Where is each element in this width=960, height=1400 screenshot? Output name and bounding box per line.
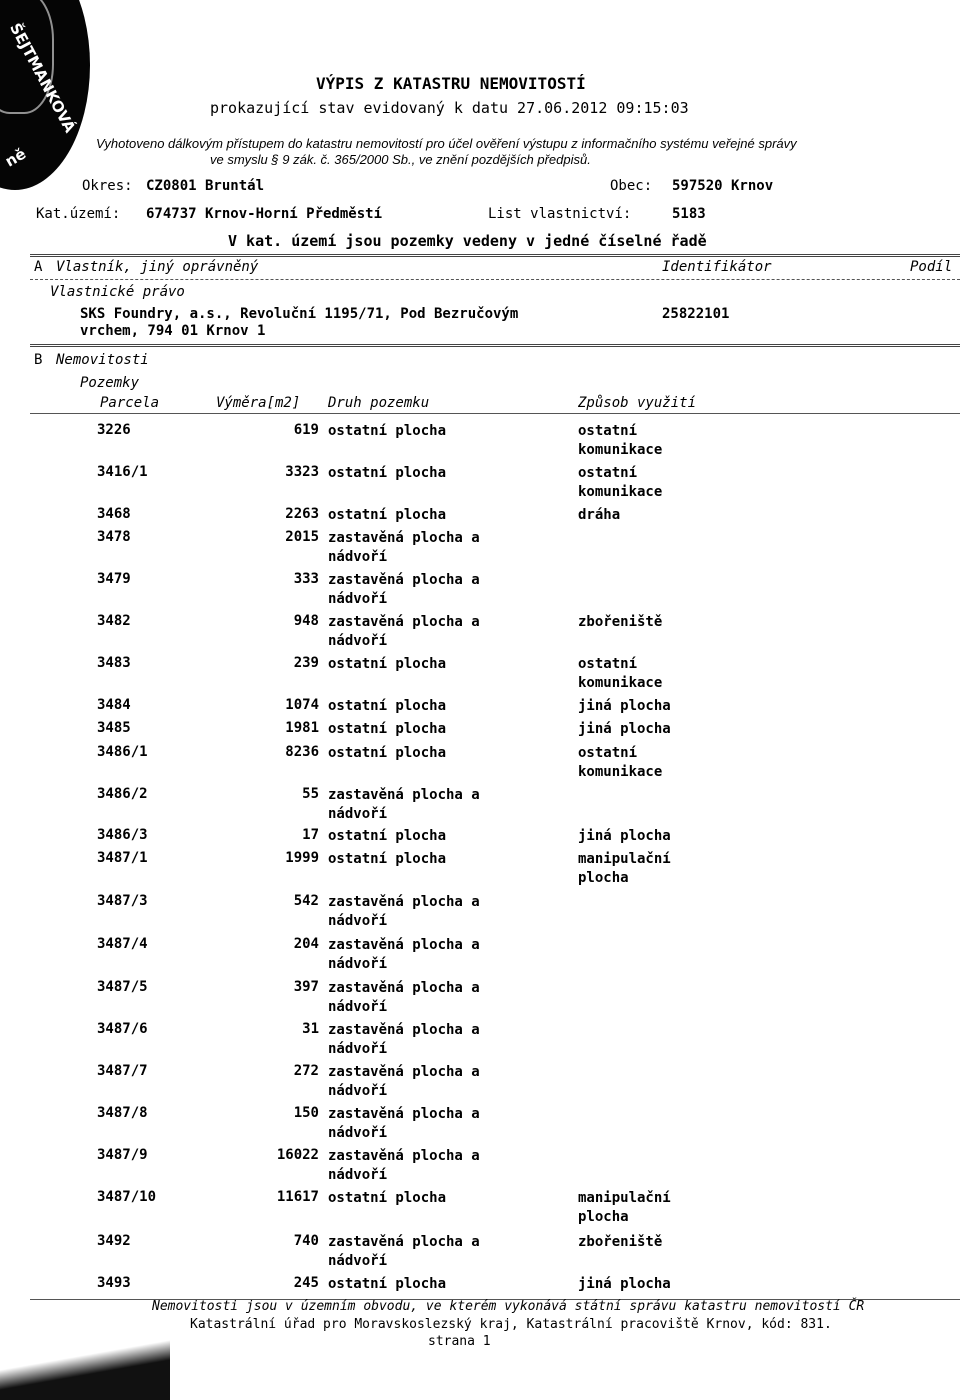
parcel-area: 1981 [285,720,319,736]
ku-label: Kat.území: [36,206,121,222]
land-type: zastavěná plocha a nádvoří [328,614,480,649]
parcel-number: 3487/1 [97,850,148,866]
obec-value: 597520 Krnov [672,178,774,194]
parcel-number: 3487/10 [97,1189,157,1205]
parcel-number: 3487/3 [97,893,148,909]
parcel-number: 3492 [97,1233,131,1249]
footer-line-1: Nemovitosti jsou v územním obvodu, ve kterém vykonává státní správu katastru nemovitostí ČR [152,1299,865,1314]
owner-id: 25822101 [662,306,730,322]
land-use: jiná plocha [578,698,671,714]
land-use: dráha [578,507,621,523]
land-type: ostatní plocha [328,423,447,439]
parcel-area: 619 [293,422,319,438]
col-zpusob-vyuziti: Způsob využití [578,395,697,411]
footer-line-2: Katastrální úřad pro Moravskoslezský kraj, Katastrální pracoviště Krnov, kód: 831. [190,1317,832,1332]
okres-value: CZ0801 Bruntál [146,178,265,194]
col-parcela: Parcela [100,395,160,411]
parcel-area: 31 [302,1021,319,1037]
land-type: zastavěná plocha a nádvoří [328,1106,480,1141]
pozemky-heading: Pozemky [80,375,140,391]
note-line-2: ve smyslu § 9 zák. č. 365/2000 Sb., ve znění pozdějších předpisů. [210,152,591,167]
land-type: zastavěná plocha a nádvoří [328,894,480,929]
parcel-area: 16022 [276,1147,319,1163]
parcel-area: 397 [293,979,319,995]
stamp-text-top: ŠEJTMANKOVÁ [6,20,80,136]
parcel-number: 3487/8 [97,1105,148,1121]
parcel-area: 150 [293,1105,319,1121]
parcel-area: 204 [293,936,319,952]
section-b-top-rule [30,344,960,347]
land-type: zastavěná plocha a nádvoří [328,1022,480,1057]
parcel-number: 3482 [97,613,131,629]
land-use: manipulační plocha [578,1190,671,1225]
col-podil: Podíl [910,259,953,275]
parcel-number: 3416/1 [97,464,148,480]
parcel-number: 3487/6 [97,1021,148,1037]
parcel-area: 272 [293,1063,319,1079]
land-use: manipulační plocha [578,851,671,886]
col-druh: Druh pozemku [328,395,430,411]
land-type: zastavěná plocha a nádvoří [328,1064,480,1099]
scan-artifact [0,1330,170,1400]
land-type: ostatní plocha [328,1190,447,1206]
parcel-number: 3486/3 [97,827,148,843]
parcel-number: 3493 [97,1275,131,1291]
land-use: jiná plocha [578,828,671,844]
land-type: ostatní plocha [328,851,447,867]
parcel-number: 3486/2 [97,786,148,802]
land-type: ostatní plocha [328,721,447,737]
parcel-area: 17 [302,827,319,843]
owner-line-2: vrchem, 794 01 Krnov 1 [80,323,266,339]
section-a-title: Vlastník, jiný oprávněný [56,259,259,275]
parcel-area: 1999 [285,850,319,866]
parcel-area: 245 [293,1275,319,1291]
land-use: zbořeniště [578,1234,663,1250]
parcel-number: 3226 [97,422,131,438]
parcel-number: 3479 [97,571,131,587]
parcel-number: 3487/9 [97,1147,148,1163]
parcel-number: 3483 [97,655,131,671]
vlastnicke-pravo-heading: Vlastnické právo [50,284,185,300]
land-type: zastavěná plocha a nádvoří [328,1234,480,1269]
land-use: ostatní komunikace [578,656,663,691]
land-type: zastavěná plocha a nádvoří [328,937,480,972]
numbering-notice: V kat. území jsou pozemky vedeny v jedné číselné řadě [228,232,707,250]
land-type: ostatní plocha [328,465,447,481]
ku-value: 674737 Krnov-Horní Předměstí [146,206,383,222]
parcel-area: 948 [293,613,319,629]
land-type: ostatní plocha [328,1276,447,1292]
parcel-number: 3484 [97,697,131,713]
parcel-area: 2263 [285,506,319,522]
land-type: ostatní plocha [328,828,447,844]
parcel-number: 3487/4 [97,936,148,952]
land-type: zastavěná plocha a nádvoří [328,1148,480,1183]
land-type: ostatní plocha [328,745,447,761]
parcel-area: 542 [293,893,319,909]
land-type: zastavěná plocha a nádvoří [328,572,480,607]
owner-line-1: SKS Foundry, a.s., Revoluční 1195/71, Pod Bezručovým [80,306,519,322]
parcel-area: 2015 [285,529,319,545]
parcel-area: 55 [302,786,319,802]
col-vymera: Výměra[m2] [216,395,301,411]
land-type: ostatní plocha [328,656,447,672]
parcel-number: 3485 [97,720,131,736]
parcel-area: 740 [293,1233,319,1249]
section-b-title: Nemovitosti [56,352,149,368]
land-use: ostatní komunikace [578,465,663,500]
parcel-area: 3323 [285,464,319,480]
parcel-number: 3478 [97,529,131,545]
parcel-number: 3468 [97,506,131,522]
okres-label: Okres: [82,178,133,194]
land-type: ostatní plocha [328,507,447,523]
lv-label: List vlastnictví: [488,206,632,222]
note-line-1: Vyhotoveno dálkovým přístupem do katastru nemovitostí pro účel ověření výstupu z informačního systému veřejné správy [96,136,797,151]
land-type: zastavěná plocha a nádvoří [328,787,480,822]
page-number: strana 1 [428,1334,491,1349]
parcel-area: 333 [293,571,319,587]
section-a-letter: A [34,259,43,275]
parcel-number: 3486/1 [97,744,148,760]
land-use: ostatní komunikace [578,745,663,780]
land-use: zbořeniště [578,614,663,630]
land-use: ostatní komunikace [578,423,663,458]
section-b-letter: B [34,352,43,368]
document-subtitle: prokazující stav evidovaný k datu 27.06.2012 09:15:03 [210,99,689,117]
parcel-number: 3487/7 [97,1063,148,1079]
obec-label: Obec: [610,178,653,194]
parcel-number: 3487/5 [97,979,148,995]
land-use: jiná plocha [578,721,671,737]
land-type: zastavěná plocha a nádvoří [328,530,480,565]
section-b-header-rule [30,413,960,414]
land-type: zastavěná plocha a nádvoří [328,980,480,1015]
parcel-area: 8236 [285,744,319,760]
stamp-text-left: ně [2,144,30,171]
col-identifikator: Identifikátor [662,259,772,275]
official-stamp [0,0,90,190]
section-a-header-rule [30,279,960,280]
land-type: ostatní plocha [328,698,447,714]
lv-value: 5183 [672,206,706,222]
parcel-area: 239 [293,655,319,671]
land-use: jiná plocha [578,1276,671,1292]
parcel-area: 11617 [276,1189,319,1205]
document-title: VÝPIS Z KATASTRU NEMOVITOSTÍ [316,74,586,93]
section-a-top-rule [30,254,960,257]
parcel-area: 1074 [285,697,319,713]
